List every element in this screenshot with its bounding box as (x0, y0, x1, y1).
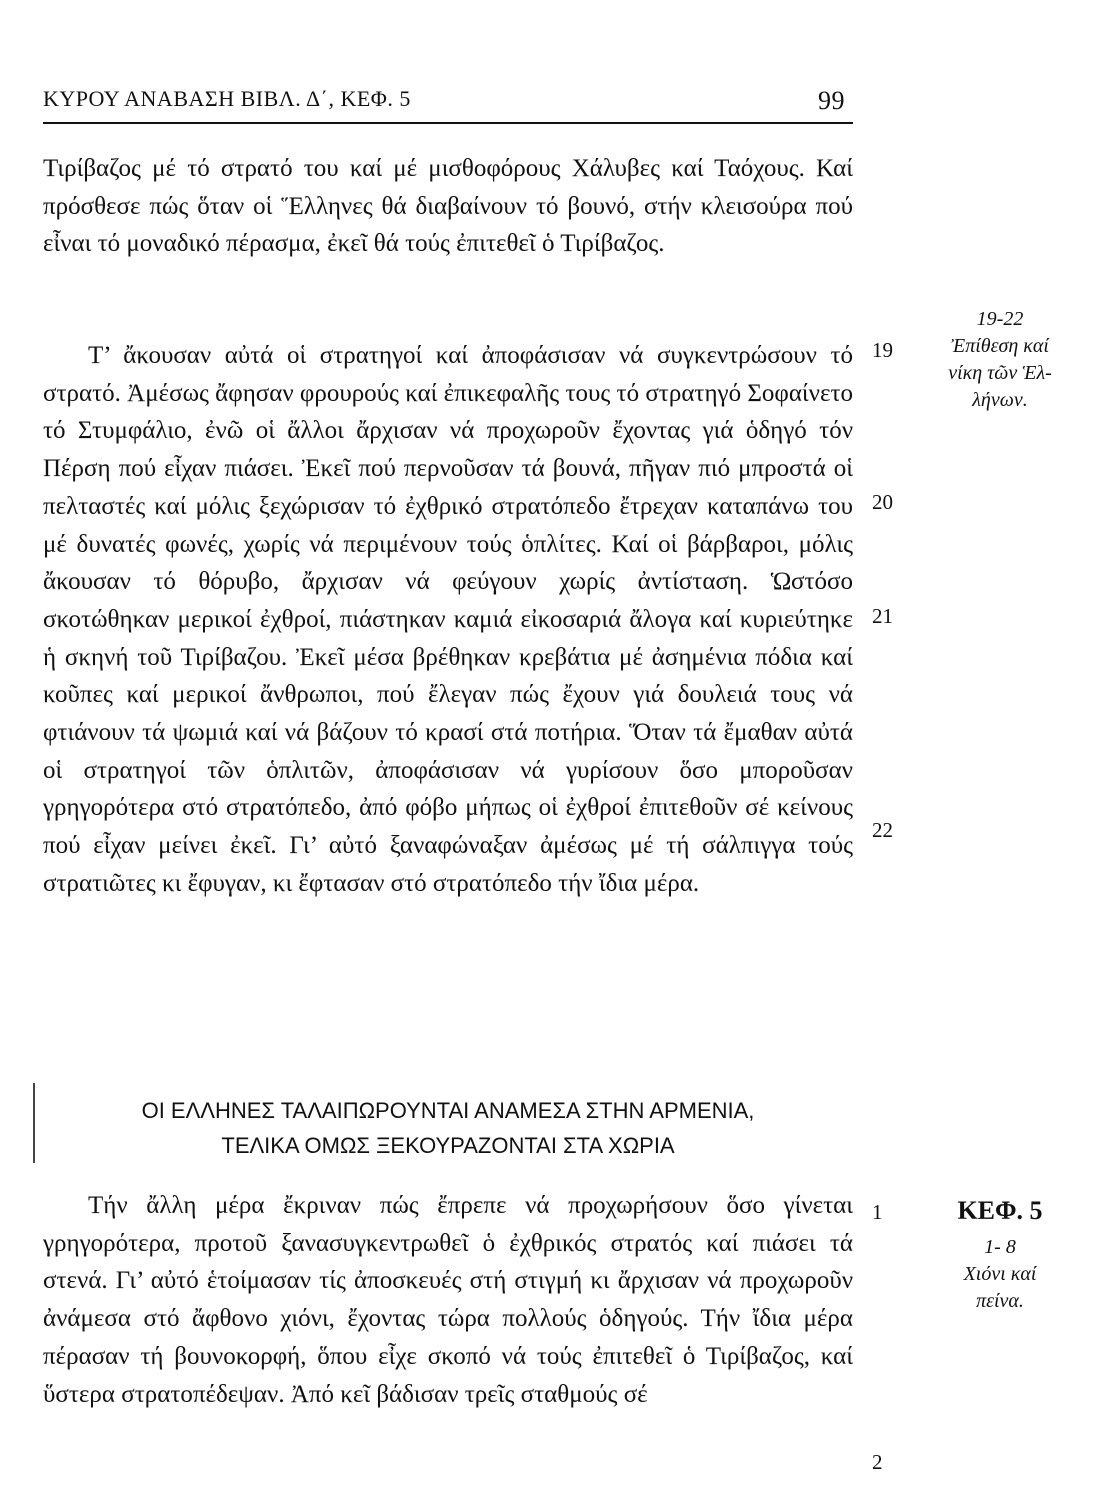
margin-note-2-range: 1- 8 (984, 1236, 1016, 1258)
margin-note-2-line-1: Χιόνι καί (963, 1263, 1037, 1285)
margin-note-2 (925, 1234, 1075, 1315)
margin-note-1-line-1: Ἐπίθεση καί (951, 335, 1049, 357)
verse-number-1: 1 (872, 1200, 883, 1224)
header-rule (43, 122, 853, 124)
text-block-2 (43, 337, 853, 903)
section-mark (33, 1083, 41, 1163)
verse-number-20: 20 (872, 490, 893, 514)
margin-note-1-line-2: νίκη τῶν Ἑλ- (948, 362, 1052, 384)
text-block-3 (43, 1187, 853, 1413)
paragraph-3: Τήν ἄλλη μέρα ἔκριναν πώς ἔπρεπε νά προχωρήσουν ὅσο γίνεται γρηγορότερα, προτοῦ ξανασυγκεντρωθεῖ ὁ ἐχθρικός στρατός καί πιάσει τά στενά. Γι’ αὐτό ἑτοίμασαν τίς ἀποσκευές στή στιγμή κι ἄρχισαν νά προχωροῦν ἀνάμεσα στό ἄφθονο χιόνι, ἔχοντας τώρα πολλούς ὁδηγούς. Τήν ἴδια μέρα πέρασαν τή βουνοκορφή, ὅπου εἶχε σκοπό νά τούς ἐπιτεθεῖ ὁ Τιρίβαζος, καί ὕστερα στρατοπέδεψαν. Ἀπό κεῖ βάδισαν τρεῖς σταθμούς σέ (43, 1192, 853, 1408)
running-head (43, 86, 853, 116)
margin-note-1 (925, 306, 1075, 414)
margin-note-2-line-2: πείνα. (976, 1290, 1024, 1312)
verse-number-2: 2 (872, 1450, 883, 1474)
verse-number-22: 22 (872, 818, 893, 842)
running-title: ΚΥΡΟΥ ΑΝΑΒΑΣΗ ΒΙΒΛ. Δ΄, ΚΕΦ. 5 (43, 86, 411, 111)
verse-number-19: 19 (872, 338, 893, 362)
margin-note-1-line-3: λήνων. (972, 389, 1028, 411)
paragraph-2: Τ’ ἄκουσαν αὐτά οἱ στρατηγοί καί ἀποφάσισαν νά συγκεντρώσουν τό στρατό. Ἀμέσως ἄφησαν φρουρούς καί ἐπικεφαλῆς τους τό στρατηγό Σοφαίνετο τό Στυμφάλιο, ἐνῶ οἱ ἄλλοι ἄρχισαν νά προχωροῦν ἔχοντας γιά ὁδηγό τόν Πέρση πού εἶχαν πιάσει. Ἐκεῖ πού περνοῦσαν τά βουνά, πῆγαν πιό μπροστά οἱ πελταστές καί μόλις ξεχώρισαν τό ἐχθρικό στρατόπεδο ἔτρεχαν καταπάνω του μέ δυνατές φωνές, χωρίς νά περιμένουν τούς ὁπλίτες. Καί οἱ βάρβαροι, μόλις ἄκουσαν τό θόρυβο, ἄρχισαν νά φεύγουν χωρίς ἀντίσταση. Ὡστόσο σκοτώθηκαν μερικοί ἐχθροί, πιάστηκαν καμιά εἰκοσαριά ἄλογα καί κυριεύτηκε ἡ σκηνή τοῦ Τιρίβαζου. Ἐκεῖ μέσα βρέθηκαν κρεβάτια μέ ἀσημένια πόδια καί κοῦπες καί μερικοί ἄνθρωποι, πού ἔλεγαν πώς ἔχουν γιά δουλειά τους νά φτιάνουν τά ψωμιά καί νά βάζουν τό κρασί στά ποτήρια. Ὅταν τά ἔμαθαν αὐτά οἱ στρατηγοί τῶν ὁπλιτῶν, ἀποφάσισαν νά γυρίσουν ὅσο μποροῦσαν γρηγορότερα στό στρατόπεδο, ἀπό φόβο μήπως οἱ ἐχθροί ἐπιτεθοῦν σέ κείνους πού εἶχαν μείνει ἐκεῖ. Γι’ αὐτό ξαναφώναξαν ἀμέσως μέ τή σάλπιγγα τούς στρατιῶτες κι ἔφυγαν, κι ἔφτασαν στό στρατόπεδο τήν ἴδια μέρα. (43, 342, 853, 897)
chapter-label: ΚΕΦ. 5 (957, 1196, 1043, 1225)
page-number: 99 (818, 86, 845, 115)
margin-note-1-range: 19-22 (976, 308, 1024, 330)
section-heading-line-1: ΟΙ ΕΛΛΗΝΕΣ ΤΑΛΑΙΠΩΡΟΥΝΤΑΙ ΑΝΑΜΕΣΑ ΣΤΗΝ ΑΡΜΕΝΙΑ, (141, 1098, 755, 1123)
verse-number-21: 21 (872, 604, 893, 628)
paragraph-1: Τιρίβαζος μέ τό στρατό του καί μέ μισθοφόρους Χάλυβες καί Ταόχους. Καί πρόσθεσε πώς ὅταν οἱ Ἕλληνες θά διαβαίνουν τό βουνό, στήν κλεισούρα πού εἶναι τό μοναδικό πέρασμα, ἐκεῖ θά τούς ἐπιτεθεῖ ὁ Τιρίβαζος. (43, 155, 853, 258)
section-heading-line-2: ΤΕΛΙΚΑ ΟΜΩΣ ΞΕΚΟΥΡΑΖΟΝΤΑΙ ΣΤΑ ΧΩΡΙΑ (221, 1133, 675, 1158)
text-block-1 (43, 150, 853, 263)
